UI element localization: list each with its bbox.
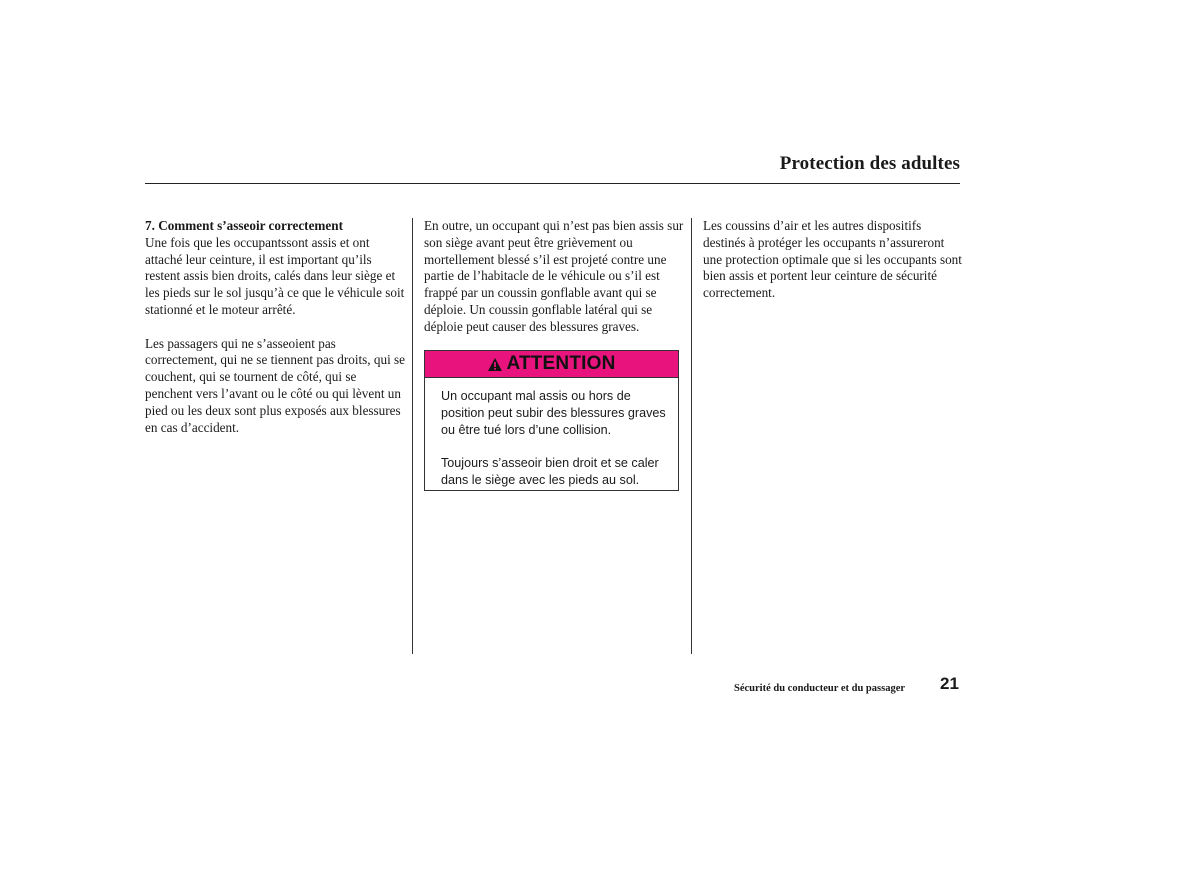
paragraph-airbag-risk: En outre, un occupant qui n’est pas bien assis sur son siège avant peut être grièvement ou mortellement blessé s’il est projeté contre une partie de l’habitacle de le véhicule ou s’il est frappé par un coussin gonflable avant qui se déploie. Un coussin gonflable latéral qui se déploie peut causer des blessures graves. xyxy=(424,218,684,334)
footer-section-title: Sécurité du conducteur et du passager xyxy=(734,683,906,694)
warning-body xyxy=(425,378,678,489)
paragraph-seating: Une fois que les occupantssont assis et ont attaché leur ceinture, il est important qu’ils restent assis bien droits, calés dans leur siège et les pieds sur le sol jusqu’à ce que le véhicule soit stationné et le moteur arrêté. xyxy=(145,234,405,317)
column-divider-2 xyxy=(691,218,692,654)
column-divider-1 xyxy=(412,218,413,654)
warning-box xyxy=(424,350,679,491)
column-3 xyxy=(703,218,965,319)
warning-triangle-icon xyxy=(487,357,503,372)
warning-text-2: Toujours s’asseoir bien droit et se caler dans le siège avec les pieds au sol. xyxy=(441,456,659,487)
paragraph-passengers: Les passagers qui ne s’asseoient pas correctement, qui ne se tiennent pas droits, qui se couchent, qui se tournent de côté, qui se penchent vers l’avant ou le côté ou qui lèvent un pied ou les deux sont plus exposés aux blessures en cas d’accident. xyxy=(145,335,406,435)
page-title: Protection des adultes xyxy=(779,153,960,174)
page-number: 21 xyxy=(940,674,959,693)
column-2 xyxy=(424,218,686,352)
warning-text-1: Un occupant mal assis ou hors de position peut subir des blessures graves ou être tué lors d’une collision. xyxy=(441,389,666,437)
column-1 xyxy=(145,218,407,453)
paragraph-protection: Les coussins d’air et les autres dispositifs destinés à protéger les occupants n’assureront une protection optimale que si les occupants sont bien assis et portent leur ceinture de sécurité correctement. xyxy=(703,218,962,301)
section-heading: 7. Comment s’asseoir correctement xyxy=(145,218,343,233)
title-divider xyxy=(145,183,960,184)
warning-header xyxy=(425,351,678,378)
warning-label: ATTENTION xyxy=(506,353,616,374)
